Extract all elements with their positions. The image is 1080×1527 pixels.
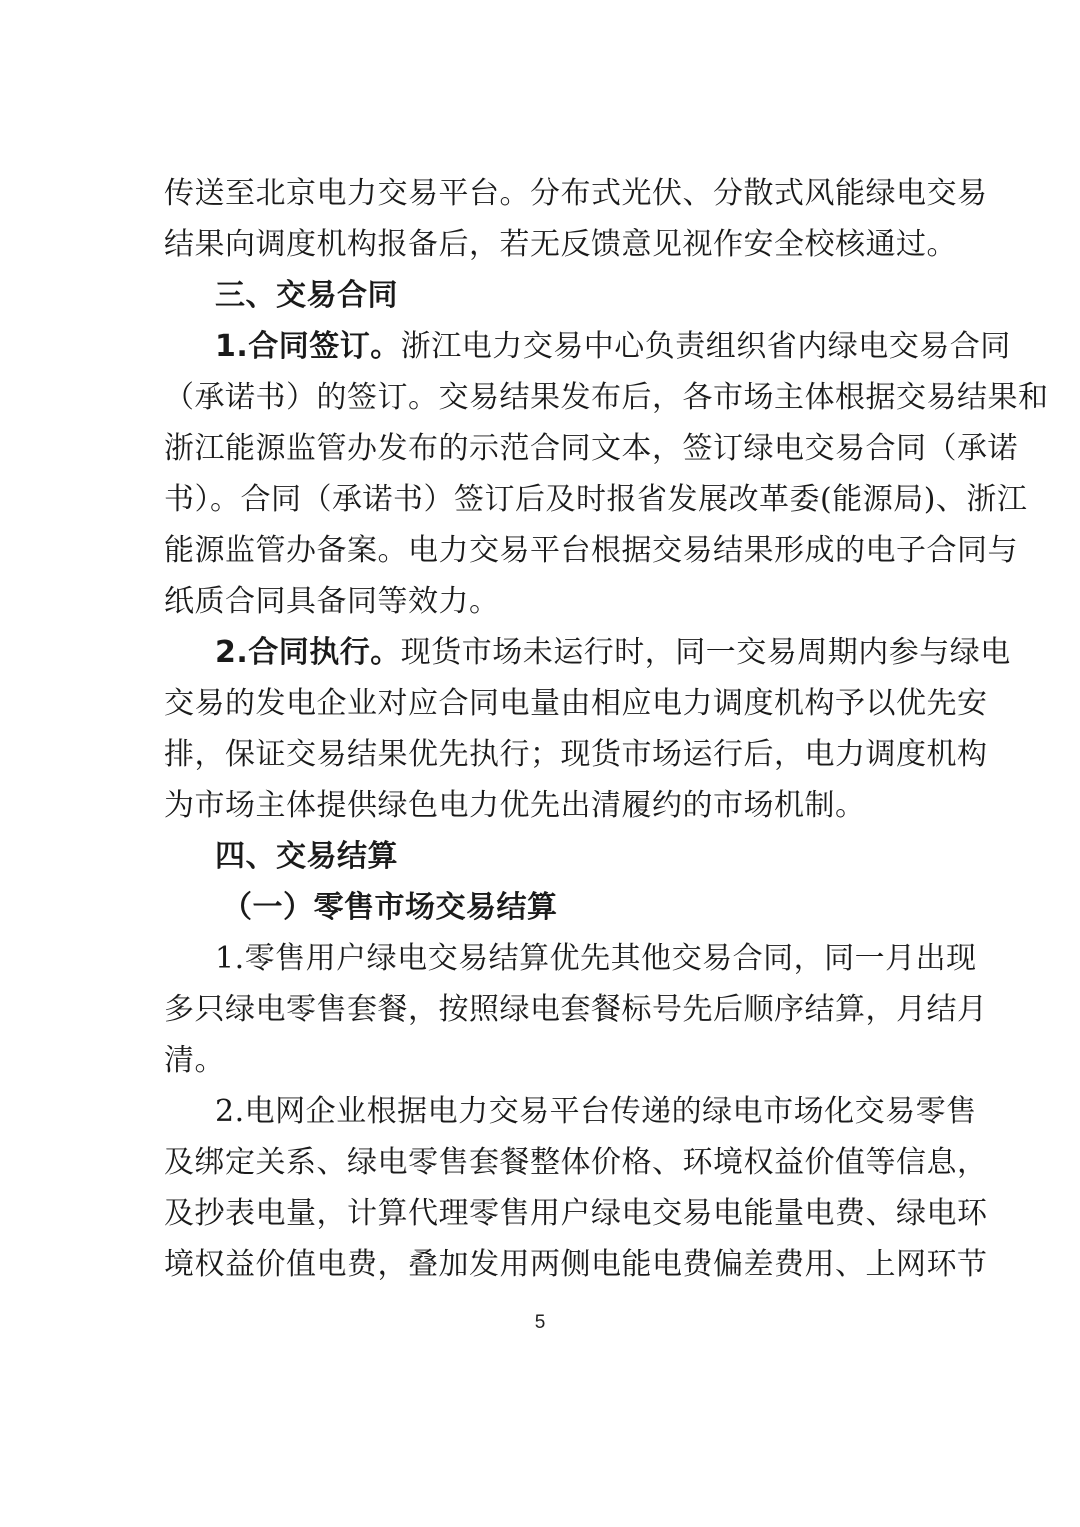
text-line: 为市场主体提供绿色电力优先出清履约的市场机制。 [164,788,866,823]
text-line: 及抄表电量，计算代理零售用户绿电交易电能量电费、绿电环 [164,1196,988,1231]
text-line: 清。 [164,1043,225,1078]
text-line: 传送至北京电力交易平台。分布式光伏、分散式风能绿电交易 [164,176,988,211]
text-line: 排，保证交易结果优先执行；现货市场运行后，电力调度机构 [164,737,988,772]
text-line: 纸质合同具备同等效力。 [164,584,500,619]
clause-text: 浙江电力交易中心负责组织省内绿电交易合同 [400,329,1011,364]
text-line: 浙江能源监管办发布的示范合同文本，签订绿电交易合同（承诺 [164,431,1018,466]
clause-text: 现货市场未运行时，同一交易周期内参与绿电 [400,635,1011,670]
paragraph-retail-1: 1.零售用户绿电交易结算优先其他交易合同，同一月出现 [215,941,977,976]
text-line: 能源监管办备案。电力交易平台根据交易结果形成的电子合同与 [164,533,1018,568]
text-line: 境权益价值电费，叠加发用两侧电能电费偏差费用、上网环节 [164,1247,988,1282]
paragraph-contract-signing [215,327,1011,367]
text-line: 交易的发电企业对应合同电量由相应电力调度机构予以优先安 [164,686,988,721]
text-line: 结果向调度机构报备后，若无反馈意见视作安全校核通过。 [164,227,957,262]
text-line: 及绑定关系、绿电零售套餐整体价格、环境权益价值等信息， [164,1145,988,1180]
clause-lead: 2.合同执行。 [215,635,401,670]
text-line: （承诺书）的签订。交易结果发布后，各市场主体根据交易结果和 [164,380,1049,415]
paragraph-retail-2: 2.电网企业根据电力交易平台传递的绿电市场化交易零售 [215,1094,977,1129]
paragraph-contract-execution [215,633,1011,673]
subsection-heading-retail: （一）零售市场交易结算 [222,890,558,925]
clause-lead: 1.合同签订。 [215,329,401,364]
text-line: 多只绿电零售套餐，按照绿电套餐标号先后顺序结算，月结月 [164,992,988,1027]
page-number: 5 [534,1312,546,1333]
section-heading-contract: 三、交易合同 [215,278,398,313]
text-line: 书）。合同（承诺书）签订后及时报省发展改革委(能源局)、浙江 [164,482,1028,517]
section-heading-settlement: 四、交易结算 [215,839,398,874]
